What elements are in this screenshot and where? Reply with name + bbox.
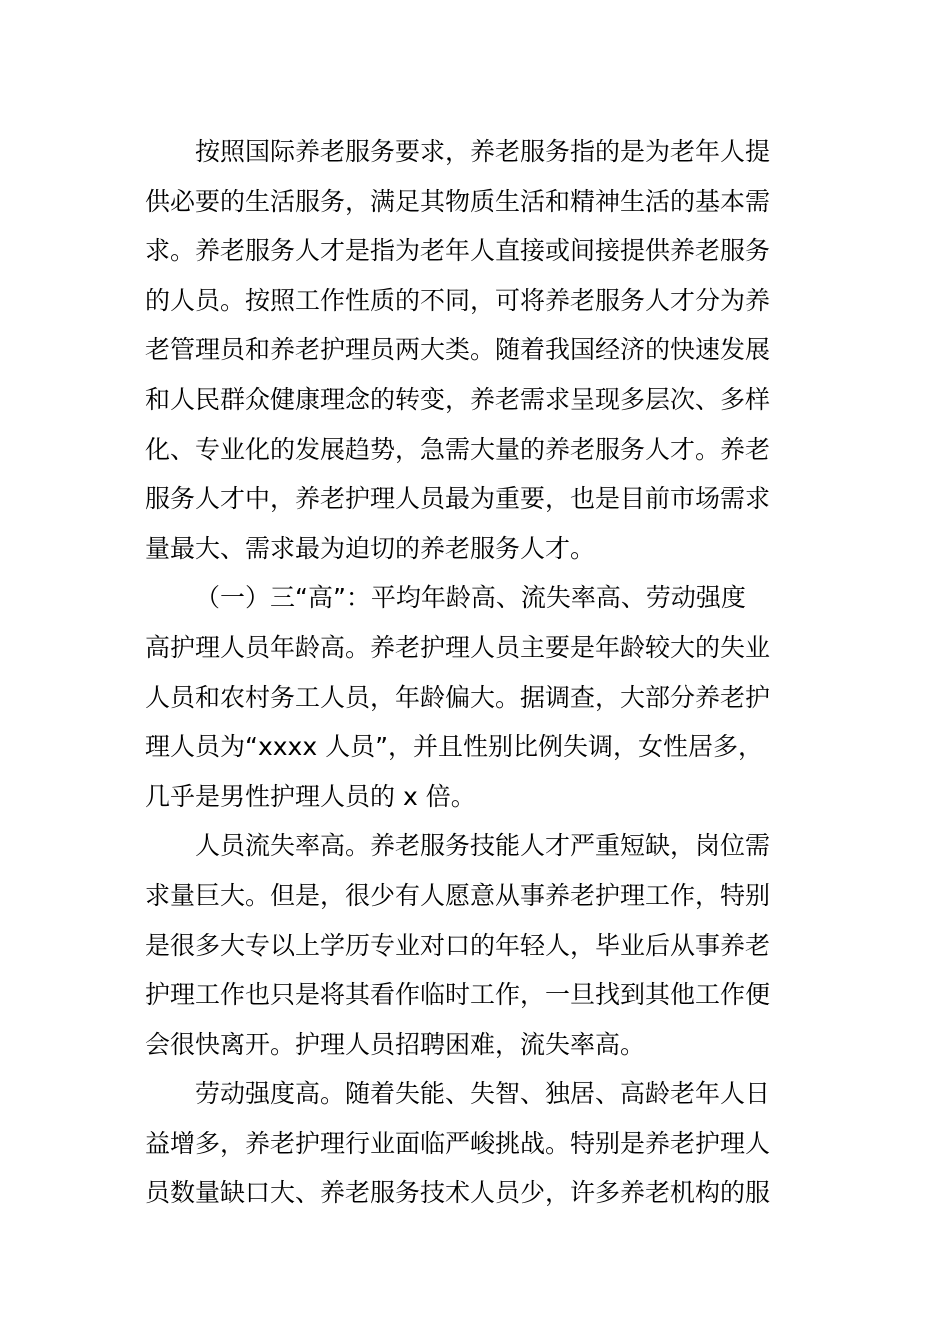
text-line: 护理工作也只是将其看作临时工作，一旦找到其他工作便 — [145, 980, 771, 1010]
text-line: 几乎是男性护理人员的 x 倍。 — [145, 781, 476, 811]
text-line: 员数量缺口大、养老服务技术人员少，许多养老机构的服 — [145, 1178, 771, 1208]
text-line: 高护理人员年龄高。养老护理人员主要是年龄较大的失业 — [145, 632, 771, 662]
text-line: 是很多大专以上学历专业对口的年轻人，毕业后从事养老 — [145, 930, 771, 960]
text-line: 会很快离开。护理人员招聘困难，流失率高。 — [145, 1029, 646, 1059]
section-heading-line: （一）三“高”：平均年龄高、流失率高、劳动强度 — [195, 583, 746, 613]
text-line: 劳动强度高。随着失能、失智、独居、高龄老年人日 — [195, 1079, 771, 1109]
text-line: 理人员为“xxxx 人员”，并且性别比例失调，女性居多， — [145, 732, 764, 762]
text-line: 量最大、需求最为迫切的养老服务人才。 — [145, 533, 596, 563]
text-line: 服务人才中，养老护理人员最为重要，也是目前市场需求 — [145, 484, 771, 514]
text-line: 和人民群众健康理念的转变，养老需求呈现多层次、多样 — [145, 384, 771, 414]
text-line: 供必要的生活服务，满足其物质生活和精神生活的基本需 — [145, 186, 771, 216]
text-line: 求量巨大。但是，很少有人愿意从事养老护理工作，特别 — [145, 880, 771, 910]
document-body — [145, 127, 810, 1218]
text-line: 人员流失率高。养老服务技能人才严重短缺，岗位需 — [195, 831, 771, 861]
text-line: 求。养老服务人才是指为老年人直接或间接提供养老服务 — [145, 236, 771, 266]
text-line: 化、专业化的发展趋势，急需大量的养老服务人才。养老 — [145, 434, 771, 464]
text-line: 的人员。按照工作性质的不同，可将养老服务人才分为养 — [145, 285, 771, 315]
text-line: 益增多，养老护理行业面临严峻挑战。特别是养老护理人 — [145, 1128, 771, 1158]
text-line: 人员和农村务工人员，年龄偏大。据调查，大部分养老护 — [145, 682, 771, 712]
text-line: 老管理员和养老护理员两大类。随着我国经济的快速发展 — [145, 335, 771, 365]
text-line: 按照国际养老服务要求，养老服务指的是为老年人提 — [195, 137, 771, 166]
